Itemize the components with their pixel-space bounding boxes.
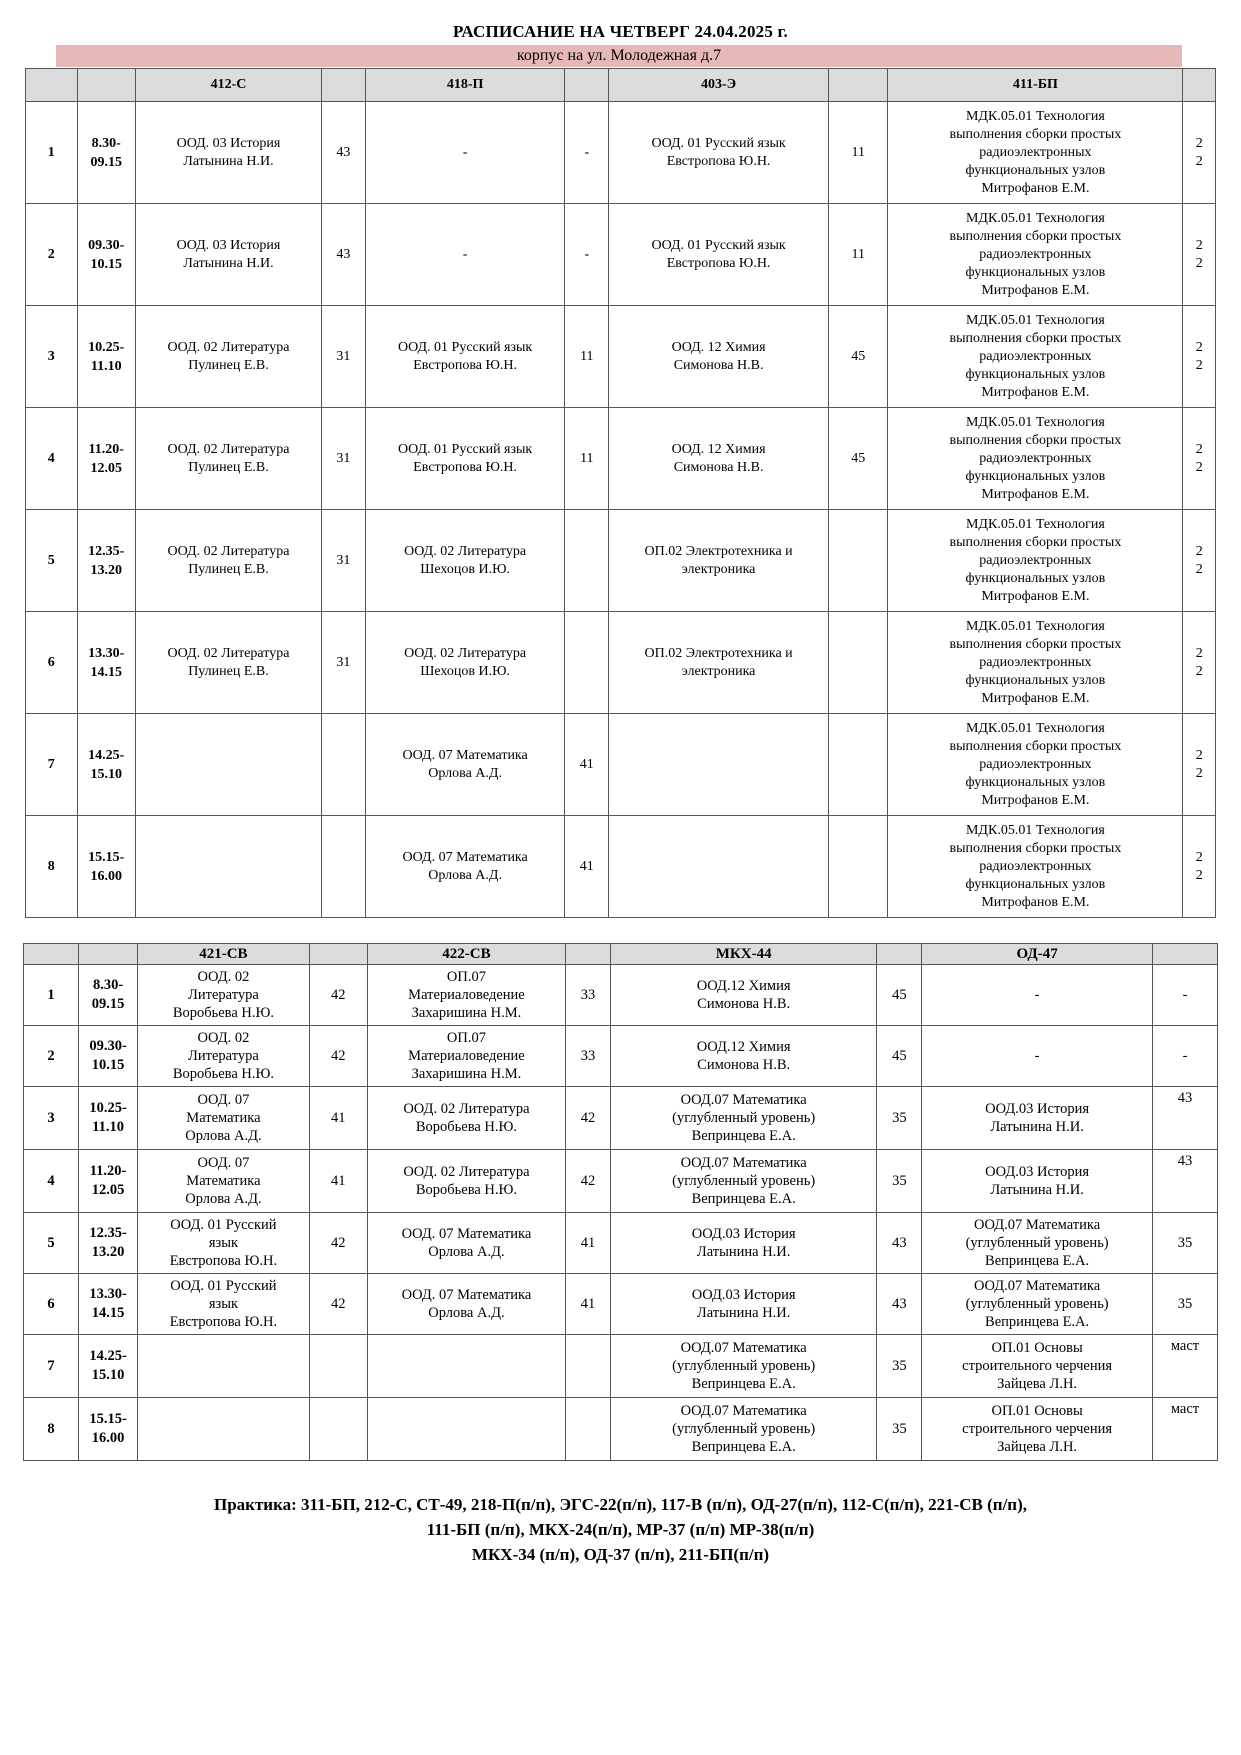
- room-header-cell: [829, 69, 888, 102]
- subject-cell: ООД. 02 Литература Шехоцов И.Ю.: [365, 612, 565, 714]
- header-num-cell: [24, 944, 79, 965]
- lesson-time: 10.25- 11.10: [77, 306, 135, 408]
- subject-cell: ООД. 03 История Латынина Н.И.: [135, 102, 321, 204]
- lesson-number: 7: [26, 714, 78, 816]
- lesson-number: 1: [24, 965, 79, 1026]
- lesson-time: 13.30- 14.15: [77, 612, 135, 714]
- table-row: [24, 1213, 1218, 1274]
- subject-cell: ООД. 02 Литература Пулинец Е.В.: [135, 612, 321, 714]
- lesson-number: 3: [24, 1087, 79, 1150]
- table-row: [24, 1026, 1218, 1087]
- practice-footer: [0, 1492, 1241, 1567]
- table-row: [26, 714, 1216, 816]
- room-cell: 43: [877, 1274, 922, 1335]
- lesson-time: 12.35- 13.20: [77, 510, 135, 612]
- header-time-cell: [78, 944, 137, 965]
- lesson-number: 5: [24, 1213, 79, 1274]
- subject-cell: ООД. 02 Литература Пулинец Е.В.: [135, 408, 321, 510]
- subject-cell: ООД. 07 Математика Орлова А.Д.: [365, 714, 565, 816]
- subject-cell: ООД. 01 Русский язык Евстропова Ю.Н.: [365, 408, 565, 510]
- table-row: [24, 1150, 1218, 1213]
- room-cell: 35: [1152, 1213, 1217, 1274]
- room-cell: маст: [1152, 1398, 1217, 1461]
- room-cell: 35: [877, 1335, 922, 1398]
- room-cell: 31: [322, 306, 366, 408]
- room-cell: 43: [322, 204, 366, 306]
- group-header: 412-С: [135, 69, 321, 102]
- room-cell: 11: [829, 102, 888, 204]
- subject-cell: МДК.05.01 Технология выполнения сборки простых радиоэлектронных функциональных узлов Митрофанов Е.М.: [888, 408, 1183, 510]
- room-cell: 33: [566, 965, 611, 1026]
- room-header-cell: [1183, 69, 1216, 102]
- subject-cell: ООД. 07 Математика Орлова А.Д.: [138, 1087, 309, 1150]
- room-cell: [566, 1335, 611, 1398]
- subject-cell: ООД.07 Математика (углубленный уровень) Вепринцева Е.А.: [610, 1398, 877, 1461]
- lesson-number: 2: [24, 1026, 79, 1087]
- room-cell: 35: [1152, 1274, 1217, 1335]
- subject-cell: [609, 816, 829, 918]
- group-header: 421-СВ: [138, 944, 309, 965]
- subject-cell: МДК.05.01 Технология выполнения сборки простых радиоэлектронных функциональных узлов Митрофанов Е.М.: [888, 714, 1183, 816]
- subject-cell: ООД. 07 Математика Орлова А.Д.: [367, 1274, 565, 1335]
- room-cell: [565, 612, 609, 714]
- subject-cell: МДК.05.01 Технология выполнения сборки простых радиоэлектронных функциональных узлов Митрофанов Е.М.: [888, 816, 1183, 918]
- subject-cell: ООД. 02 Литература Воробьева Н.Ю.: [138, 965, 309, 1026]
- group-header: ОД-47: [922, 944, 1153, 965]
- room-cell: -: [1152, 1026, 1217, 1087]
- room-cell: 31: [322, 612, 366, 714]
- room-cell: 42: [566, 1087, 611, 1150]
- subject-cell: ООД. 07 Математика Орлова А.Д.: [138, 1150, 309, 1213]
- page-title: РАСПИСАНИЕ НА ЧЕТВЕРГ 24.04.2025 г.: [453, 22, 788, 41]
- room-cell: 2 2: [1183, 816, 1216, 918]
- room-cell: 42: [309, 1026, 367, 1087]
- room-cell: 43: [1152, 1150, 1217, 1213]
- lesson-number: 8: [24, 1398, 79, 1461]
- lesson-number: 7: [24, 1335, 79, 1398]
- room-cell: 43: [322, 102, 366, 204]
- subject-cell: ООД. 01 Русский язык Евстропова Ю.Н.: [365, 306, 565, 408]
- subject-cell: МДК.05.01 Технология выполнения сборки простых радиоэлектронных функциональных узлов Митрофанов Е.М.: [888, 204, 1183, 306]
- room-cell: 35: [877, 1398, 922, 1461]
- room-cell: 2 2: [1183, 306, 1216, 408]
- subject-cell: МДК.05.01 Технология выполнения сборки простых радиоэлектронных функциональных узлов Митрофанов Е.М.: [888, 612, 1183, 714]
- room-cell: 11: [829, 204, 888, 306]
- room-cell: [309, 1398, 367, 1461]
- room-cell: 31: [322, 510, 366, 612]
- room-cell: 42: [309, 965, 367, 1026]
- room-cell: 43: [877, 1213, 922, 1274]
- subject-cell: -: [922, 965, 1153, 1026]
- room-cell: [309, 1335, 367, 1398]
- room-cell: 41: [565, 714, 609, 816]
- lesson-time: 11.20- 12.05: [78, 1150, 137, 1213]
- table-row: [26, 204, 1216, 306]
- room-cell: 2 2: [1183, 408, 1216, 510]
- subject-cell: ООД.03 История Латынина Н.И.: [922, 1087, 1153, 1150]
- subject-cell: ООД.03 История Латынина Н.И.: [922, 1150, 1153, 1213]
- subject-cell: [367, 1335, 565, 1398]
- room-cell: 41: [309, 1087, 367, 1150]
- room-cell: 45: [877, 965, 922, 1026]
- room-cell: 42: [309, 1213, 367, 1274]
- subject-cell: ООД. 07 Математика Орлова А.Д.: [365, 816, 565, 918]
- subject-cell: ООД.07 Математика (углубленный уровень) Вепринцева Е.А.: [610, 1150, 877, 1213]
- lesson-number: 2: [26, 204, 78, 306]
- subject-cell: ОП.01 Основы строительного черчения Зайцева Л.Н.: [922, 1398, 1153, 1461]
- room-cell: 43: [1152, 1087, 1217, 1150]
- lesson-time: 09.30- 10.15: [77, 204, 135, 306]
- table-row: [24, 1398, 1218, 1461]
- room-cell: 31: [322, 408, 366, 510]
- subject-cell: ООД. 01 Русский язык Евстропова Ю.Н.: [138, 1213, 309, 1274]
- lesson-time: 09.30- 10.15: [78, 1026, 137, 1087]
- room-cell: 2 2: [1183, 102, 1216, 204]
- lesson-time: 15.15- 16.00: [78, 1398, 137, 1461]
- room-header-cell: [877, 944, 922, 965]
- subject-cell: ООД. 12 Химия Симонова Н.В.: [609, 306, 829, 408]
- subject-cell: ООД. 02 Литература Воробьева Н.Ю.: [138, 1026, 309, 1087]
- group-header: 403-Э: [609, 69, 829, 102]
- subject-cell: [367, 1398, 565, 1461]
- table-row: [26, 102, 1216, 204]
- subject-cell: -: [365, 204, 565, 306]
- lesson-time: 14.25- 15.10: [77, 714, 135, 816]
- room-header-cell: [1152, 944, 1217, 965]
- table-row: [26, 408, 1216, 510]
- subject-cell: ООД. 02 Литература Пулинец Е.В.: [135, 306, 321, 408]
- room-cell: [829, 714, 888, 816]
- subject-cell: ООД.03 История Латынина Н.И.: [610, 1213, 877, 1274]
- lesson-number: 8: [26, 816, 78, 918]
- lesson-time: 14.25- 15.10: [78, 1335, 137, 1398]
- subject-cell: ООД. 02 Литература Воробьева Н.Ю.: [367, 1150, 565, 1213]
- subject-cell: ООД. 01 Русский язык Евстропова Ю.Н.: [609, 102, 829, 204]
- room-cell: 35: [877, 1150, 922, 1213]
- table-row: [26, 510, 1216, 612]
- table-row: [26, 612, 1216, 714]
- lesson-time: 11.20- 12.05: [77, 408, 135, 510]
- subject-cell: ООД. 01 Русский язык Евстропова Ю.Н.: [609, 204, 829, 306]
- room-cell: [829, 816, 888, 918]
- room-cell: 11: [565, 306, 609, 408]
- subject-cell: ООД.07 Математика (углубленный уровень) Вепринцева Е.А.: [922, 1213, 1153, 1274]
- room-cell: 45: [829, 408, 888, 510]
- practice-line: 111-БП (п/п), МКХ-24(п/п), МР-37 (п/п) МР-38(п/п): [426, 1520, 815, 1539]
- room-cell: 45: [877, 1026, 922, 1087]
- group-header: 422-СВ: [367, 944, 565, 965]
- lesson-number: 4: [26, 408, 78, 510]
- room-cell: -: [565, 102, 609, 204]
- lesson-number: 6: [24, 1274, 79, 1335]
- table-row: [26, 816, 1216, 918]
- group-header: 411-БП: [888, 69, 1183, 102]
- building-subtitle: корпус на ул. Молодежная д.7: [56, 45, 1182, 67]
- schedule-table-2: [23, 943, 1218, 1461]
- subject-cell: [135, 714, 321, 816]
- room-cell: 41: [566, 1213, 611, 1274]
- subject-cell: ООД.07 Математика (углубленный уровень) Вепринцева Е.А.: [610, 1335, 877, 1398]
- header-num-cell: [26, 69, 78, 102]
- subject-cell: [609, 714, 829, 816]
- header-row: [26, 69, 1216, 102]
- room-cell: [829, 612, 888, 714]
- room-cell: 2 2: [1183, 714, 1216, 816]
- subject-cell: МДК.05.01 Технология выполнения сборки простых радиоэлектронных функциональных узлов Митрофанов Е.М.: [888, 102, 1183, 204]
- schedule-table-1: [25, 68, 1216, 918]
- group-header: МКХ-44: [610, 944, 877, 965]
- group-header: 418-П: [365, 69, 565, 102]
- subject-cell: ООД. 02 Литература Воробьева Н.Ю.: [367, 1087, 565, 1150]
- room-cell: 11: [565, 408, 609, 510]
- subject-cell: ОП.07 Материаловедение Захаришина Н.М.: [367, 965, 565, 1026]
- subject-cell: ООД. 03 История Латынина Н.И.: [135, 204, 321, 306]
- room-cell: 42: [309, 1274, 367, 1335]
- subject-cell: [135, 816, 321, 918]
- lesson-time: 10.25- 11.10: [78, 1087, 137, 1150]
- subject-cell: ООД.07 Математика (углубленный уровень) Вепринцева Е.А.: [922, 1274, 1153, 1335]
- subject-cell: ООД. 07 Математика Орлова А.Д.: [367, 1213, 565, 1274]
- table-row: [26, 306, 1216, 408]
- lesson-time: 8.30- 09.15: [78, 965, 137, 1026]
- subject-cell: МДК.05.01 Технология выполнения сборки простых радиоэлектронных функциональных узлов Митрофанов Е.М.: [888, 306, 1183, 408]
- room-cell: 41: [309, 1150, 367, 1213]
- subject-cell: [138, 1398, 309, 1461]
- room-cell: 41: [565, 816, 609, 918]
- subject-cell: [138, 1335, 309, 1398]
- subject-cell: ОП.02 Электротехника и электроника: [609, 612, 829, 714]
- room-cell: 2 2: [1183, 612, 1216, 714]
- room-cell: -: [565, 204, 609, 306]
- lesson-time: 8.30- 09.15: [77, 102, 135, 204]
- subject-cell: ООД.03 История Латынина Н.И.: [610, 1274, 877, 1335]
- subject-cell: ООД.12 Химия Симонова Н.В.: [610, 965, 877, 1026]
- room-cell: 35: [877, 1087, 922, 1150]
- lesson-number: 1: [26, 102, 78, 204]
- subject-cell: ООД. 01 Русский язык Евстропова Ю.Н.: [138, 1274, 309, 1335]
- subject-cell: ОП.02 Электротехника и электроника: [609, 510, 829, 612]
- subject-cell: МДК.05.01 Технология выполнения сборки простых радиоэлектронных функциональных узлов Митрофанов Е.М.: [888, 510, 1183, 612]
- room-cell: [322, 714, 366, 816]
- room-cell: [566, 1398, 611, 1461]
- room-cell: 45: [829, 306, 888, 408]
- room-cell: [322, 816, 366, 918]
- header-time-cell: [77, 69, 135, 102]
- room-cell: [565, 510, 609, 612]
- room-header-cell: [565, 69, 609, 102]
- lesson-time: 15.15- 16.00: [77, 816, 135, 918]
- subject-cell: ООД.12 Химия Симонова Н.В.: [610, 1026, 877, 1087]
- subject-cell: ООД. 02 Литература Пулинец Е.В.: [135, 510, 321, 612]
- room-header-cell: [309, 944, 367, 965]
- subject-cell: ООД.07 Математика (углубленный уровень) Вепринцева Е.А.: [610, 1087, 877, 1150]
- room-cell: 33: [566, 1026, 611, 1087]
- room-header-cell: [566, 944, 611, 965]
- subject-cell: -: [365, 102, 565, 204]
- table-row: [24, 1087, 1218, 1150]
- lesson-time: 12.35- 13.20: [78, 1213, 137, 1274]
- room-cell: 2 2: [1183, 204, 1216, 306]
- lesson-number: 3: [26, 306, 78, 408]
- practice-line: МКХ-34 (п/п), ОД-37 (п/п), 211-БП(п/п): [471, 1545, 770, 1564]
- room-cell: маст: [1152, 1335, 1217, 1398]
- subject-cell: ООД. 12 Химия Симонова Н.В.: [609, 408, 829, 510]
- room-cell: 42: [566, 1150, 611, 1213]
- room-cell: -: [1152, 965, 1217, 1026]
- lesson-time: 13.30- 14.15: [78, 1274, 137, 1335]
- lesson-number: 6: [26, 612, 78, 714]
- room-cell: 2 2: [1183, 510, 1216, 612]
- subject-cell: ООД. 02 Литература Шехоцов И.Ю.: [365, 510, 565, 612]
- header-row: [24, 944, 1218, 965]
- room-cell: 41: [566, 1274, 611, 1335]
- table-1-body: [26, 69, 1216, 918]
- practice-line: Практика: 311-БП, 212-С, СТ-49, 218-П(п/п), ЭГС-22(п/п), 117-В (п/п), ОД-27(п/п), 112-С(п/п), 221-СВ (п/п),: [213, 1495, 1028, 1514]
- table-row: [24, 1335, 1218, 1398]
- room-cell: [829, 510, 888, 612]
- lesson-number: 5: [26, 510, 78, 612]
- table-row: [24, 965, 1218, 1026]
- subject-cell: ОП.07 Материаловедение Захаришина Н.М.: [367, 1026, 565, 1087]
- subject-cell: -: [922, 1026, 1153, 1087]
- subject-cell: ОП.01 Основы строительного черчения Зайцева Л.Н.: [922, 1335, 1153, 1398]
- table-row: [24, 1274, 1218, 1335]
- lesson-number: 4: [24, 1150, 79, 1213]
- room-header-cell: [322, 69, 366, 102]
- table-2-body: [24, 944, 1218, 1461]
